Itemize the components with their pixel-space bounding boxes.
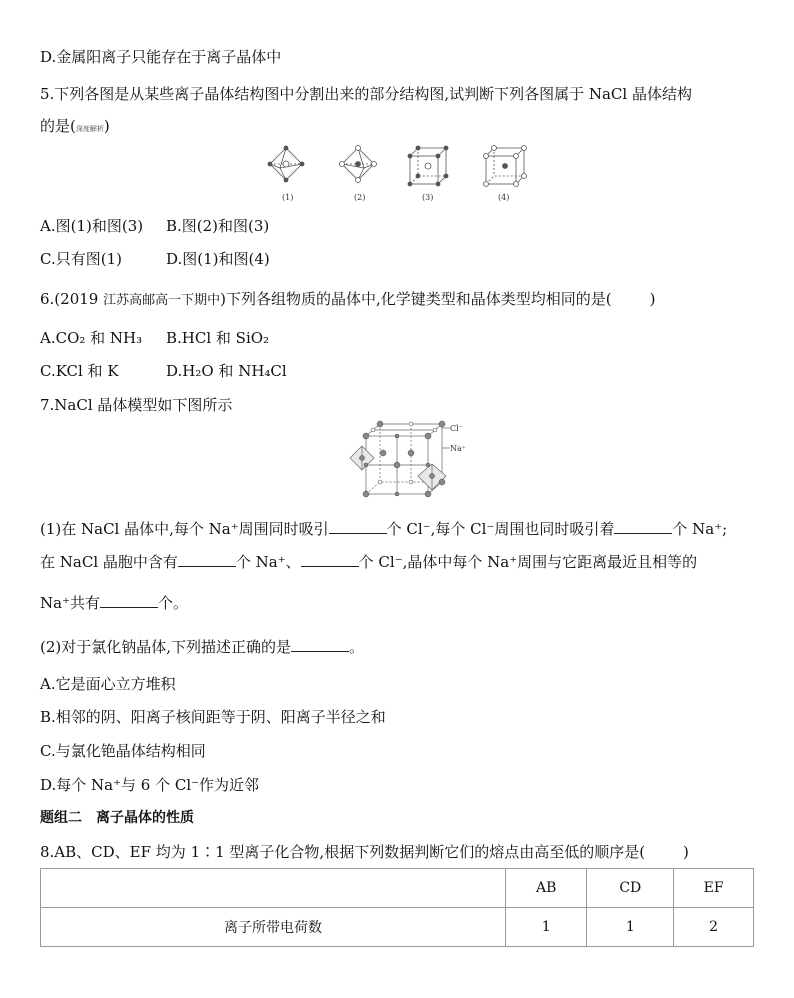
q6-option-b: B.HCl 和 SiO₂: [166, 329, 270, 347]
q6-option-a: A.CO₂ 和 NH₃: [40, 329, 143, 347]
q6-option-d: D.H₂O 和 NH₄Cl: [166, 362, 287, 380]
answer-blank[interactable]: [178, 551, 236, 567]
q7-fig-na-label: Na⁺: [450, 444, 466, 453]
table-header-cell: EF: [674, 869, 754, 908]
table-cell: 离子所带电荷数: [41, 908, 506, 947]
q7-option-a: A.它是面心立方堆积: [40, 675, 176, 693]
table-header-cell: AB: [506, 869, 587, 908]
q6-option-c: C.KCl 和 K: [40, 362, 119, 380]
q6-prefix: 6.(2019: [40, 290, 99, 308]
q6-stem-text: )下列各组物质的晶体中,化学键类型和晶体类型均相同的是(: [220, 290, 612, 308]
q7-option-b: B.相邻的阴、阳离子核间距等于阴、阳离子半径之和: [40, 708, 386, 726]
q6-stem: [40, 289, 655, 311]
q7-p1-line1-b: 个 Cl⁻,每个 Cl⁻周围也同时吸引着: [386, 520, 615, 538]
q7-p1-line3: [40, 592, 188, 613]
q5-stem-line2: [40, 116, 110, 139]
q7-p1-line2-a: 在 NaCl 晶胞中含有: [40, 553, 178, 571]
section-title: 题组二 离子晶体的性质: [40, 810, 194, 826]
q5-stem-line1: 5.下列各图是从某些离子晶体结构图中分割出来的部分结构图,试判断下列各图属于 NaCl 晶体结构: [40, 85, 692, 103]
q7-p1-line1-a: (1)在 NaCl 晶体中,每个 Na⁺周围同时吸引: [40, 520, 329, 538]
q5-stem-text: 的是(: [40, 117, 76, 135]
q7-p1-line2-c: 个 Cl⁻,晶体中每个 Na⁺周围与它距离最近且相等的: [358, 553, 698, 571]
q7-p2-stem: [40, 636, 364, 657]
q5-figure-4: [484, 146, 527, 187]
q7-p1-line3-b: 个。: [158, 594, 189, 612]
answer-blank[interactable]: [100, 592, 158, 608]
q5-option-b: B.图(2)和图(3): [166, 217, 270, 235]
q6-source: 江苏高邮高一下期中: [103, 293, 221, 308]
q7-option-c: C.与氯化铯晶体结构相同: [40, 742, 206, 760]
q7-stem: 7.NaCl 晶体模型如下图所示: [40, 396, 233, 414]
q4-option-d: D.金属阳离子只能存在于离子晶体中: [40, 48, 282, 66]
q8-stem: [40, 842, 689, 862]
q7-p1-line1: [40, 518, 727, 539]
q8-data-table: [40, 868, 754, 947]
answer-blank[interactable]: [614, 518, 672, 534]
q8-close: ): [683, 843, 689, 861]
q7-nacl-figure: [338, 418, 468, 500]
q7-p1-line1-c: 个 Na⁺;: [672, 520, 728, 538]
answer-blank[interactable]: [329, 518, 387, 534]
answer-blank[interactable]: [301, 551, 359, 567]
q5-fig-label-1: (1): [282, 193, 294, 202]
q6-close: ): [649, 290, 656, 308]
q7-p1-line3-a: Na⁺共有: [40, 594, 100, 612]
answer-blank[interactable]: [291, 636, 349, 652]
q5-option-a: A.图(1)和图(3): [40, 217, 144, 235]
table-header-cell: [41, 869, 506, 908]
q5-option-d: D.图(1)和图(4): [166, 250, 270, 268]
q7-fig-cl-label: Cl⁻: [450, 424, 463, 433]
q5-figure-3: [408, 146, 448, 186]
q5-stem-close: ): [103, 117, 110, 135]
q7-option-d: D.每个 Na⁺与 6 个 Cl⁻作为近邻: [40, 776, 260, 794]
q8-stem-text: 8.AB、CD、EF 均为 1∶1 型离子化合物,根据下列数据判断它们的熔点由高至低的顺序是(: [40, 843, 646, 861]
q5-fig-label-2: (2): [354, 193, 366, 202]
table-row: [41, 908, 754, 947]
table-cell: 1: [506, 908, 587, 947]
q5-figure-1: [268, 146, 304, 182]
table-header-cell: CD: [587, 869, 674, 908]
q5-figure-2: [340, 146, 377, 183]
table-header-row: [41, 869, 754, 908]
q5-fig-label-3: (3): [422, 193, 434, 202]
q7-p2-stem-a: (2)对于氯化钠晶体,下列描述正确的是: [40, 638, 292, 656]
q5-fig-label-4: (4): [498, 193, 510, 202]
q5-option-c: C.只有图(1): [40, 250, 122, 268]
table-cell: 1: [587, 908, 674, 947]
q7-p1-line2-b: 个 Na⁺、: [235, 553, 301, 571]
q7-p1-line2: [40, 551, 697, 572]
q5-stem-note: 深度解析: [75, 125, 104, 133]
q5-figures: [258, 142, 548, 204]
table-cell: 2: [674, 908, 754, 947]
q7-p2-stem-b: 。: [349, 638, 365, 656]
